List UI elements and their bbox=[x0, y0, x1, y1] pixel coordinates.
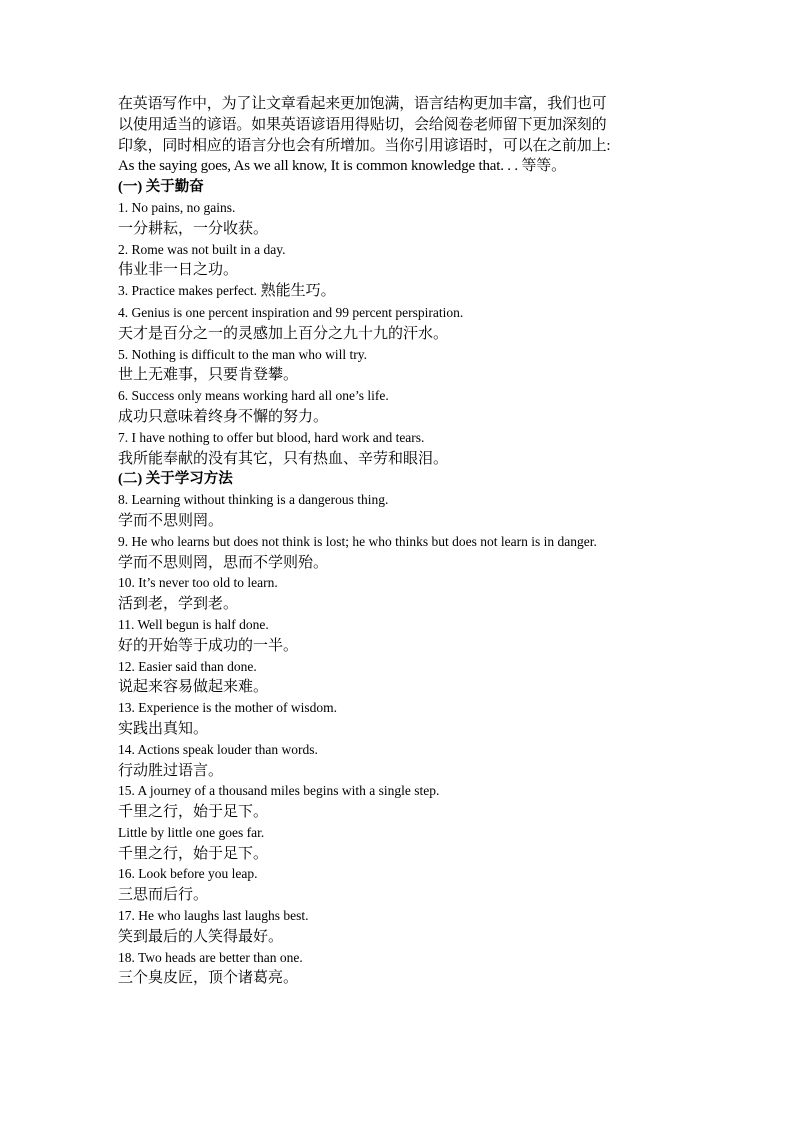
proverb-chinese: 好的开始等于成功的一半。 bbox=[118, 637, 299, 654]
section-diligence bbox=[118, 177, 678, 469]
proverb-chinese: 学而不思则罔，思而不学则殆。 bbox=[118, 554, 329, 571]
proverb-chinese: 实践出真知。 bbox=[118, 720, 209, 737]
proverb-english: 18. Two heads are better than one. bbox=[118, 949, 303, 965]
proverb-english: 1. No pains, no gains. bbox=[118, 199, 236, 215]
proverb-english: 6. Success only means working hard all one’s life. bbox=[118, 388, 389, 404]
section-learning-methods bbox=[118, 469, 678, 989]
proverb-chinese: 行动胜过语言。 bbox=[118, 762, 224, 779]
proverb-english: 14. Actions speak louder than words. bbox=[118, 741, 318, 757]
proverb-chinese: 千里之行，始于足下。 bbox=[118, 804, 269, 821]
proverb-entry bbox=[118, 281, 678, 303]
proverb-chinese: 三个臭皮匠，顶个诸葛亮。 bbox=[118, 970, 299, 987]
proverb-english: 3. Practice makes perfect. bbox=[118, 283, 258, 299]
document-page bbox=[118, 94, 678, 989]
section-heading: (一) 关于勤奋 bbox=[118, 179, 204, 196]
intro-line: 以使用适当的谚语。如果英语谚语用得贴切，会给阅卷老师留下更加深刻的 bbox=[118, 116, 607, 133]
proverb-english: 8. Learning without thinking is a dangerous thing. bbox=[118, 492, 389, 508]
proverb-english: 4. Genius is one percent inspiration and 99 percent perspiration. bbox=[118, 304, 464, 320]
proverb-chinese: 天才是百分之一的灵感加上百分之九十九的汗水。 bbox=[118, 325, 449, 342]
section-heading: (二) 关于学习方法 bbox=[118, 471, 233, 488]
proverb-english: 17. He who laughs last laughs best. bbox=[118, 908, 309, 924]
proverb-english: 5. Nothing is difficult to the man who will try. bbox=[118, 346, 367, 362]
intro-paragraph bbox=[118, 94, 678, 177]
intro-line: As the saying goes, As we all know, It is common knowledge that. . . 等等。 bbox=[118, 158, 566, 175]
proverb-chinese: 三思而后行。 bbox=[118, 887, 209, 904]
proverb-english: 12. Easier said than done. bbox=[118, 658, 257, 674]
proverb-english: 2. Rome was not built in a day. bbox=[118, 241, 286, 257]
proverb-chinese: 伟业非一日之功。 bbox=[118, 262, 239, 279]
proverb-chinese: 千里之行，始于足下。 bbox=[118, 845, 269, 862]
proverb-english: 10. It’s never too old to learn. bbox=[118, 575, 278, 591]
proverb-english: 16. Look before you leap. bbox=[118, 866, 258, 882]
proverb-chinese: 成功只意味着终身不懈的努力。 bbox=[118, 408, 329, 425]
intro-line: 在英语写作中，为了让文章看起来更加饱满，语言结构更加丰富，我们也可 bbox=[118, 96, 607, 112]
proverb-english: 9. He who learns but does not think is lost; he who thinks but does not learn is in danger. bbox=[118, 533, 597, 549]
proverb-chinese: 说起来容易做起来难。 bbox=[118, 679, 269, 696]
proverb-english: 15. A journey of a thousand miles begins with a single step. bbox=[118, 783, 440, 799]
proverb-chinese: 一分耕耘，一分收获。 bbox=[118, 220, 269, 237]
proverb-chinese: 学而不思则罔。 bbox=[118, 512, 224, 529]
proverb-chinese: 笑到最后的人笑得最好。 bbox=[118, 928, 284, 945]
proverb-chinese: 世上无难事，只要肯登攀。 bbox=[118, 367, 299, 384]
proverb-chinese: 活到老，学到老。 bbox=[118, 596, 239, 613]
proverb-english: Little by little one goes far. bbox=[118, 824, 265, 840]
proverb-english: 7. I have nothing to offer but blood, hard work and tears. bbox=[118, 429, 425, 445]
proverb-english: 13. Experience is the mother of wisdom. bbox=[118, 700, 337, 716]
intro-line: 印象，同时相应的语言分也会有所增加。当你引用谚语时，可以在之前加上: bbox=[118, 137, 611, 154]
proverb-chinese: 我所能奉献的没有其它，只有热血、辛劳和眼泪。 bbox=[118, 450, 449, 467]
proverb-english: 11. Well begun is half done. bbox=[118, 616, 269, 632]
proverb-chinese: 熟能生巧。 bbox=[260, 283, 336, 300]
